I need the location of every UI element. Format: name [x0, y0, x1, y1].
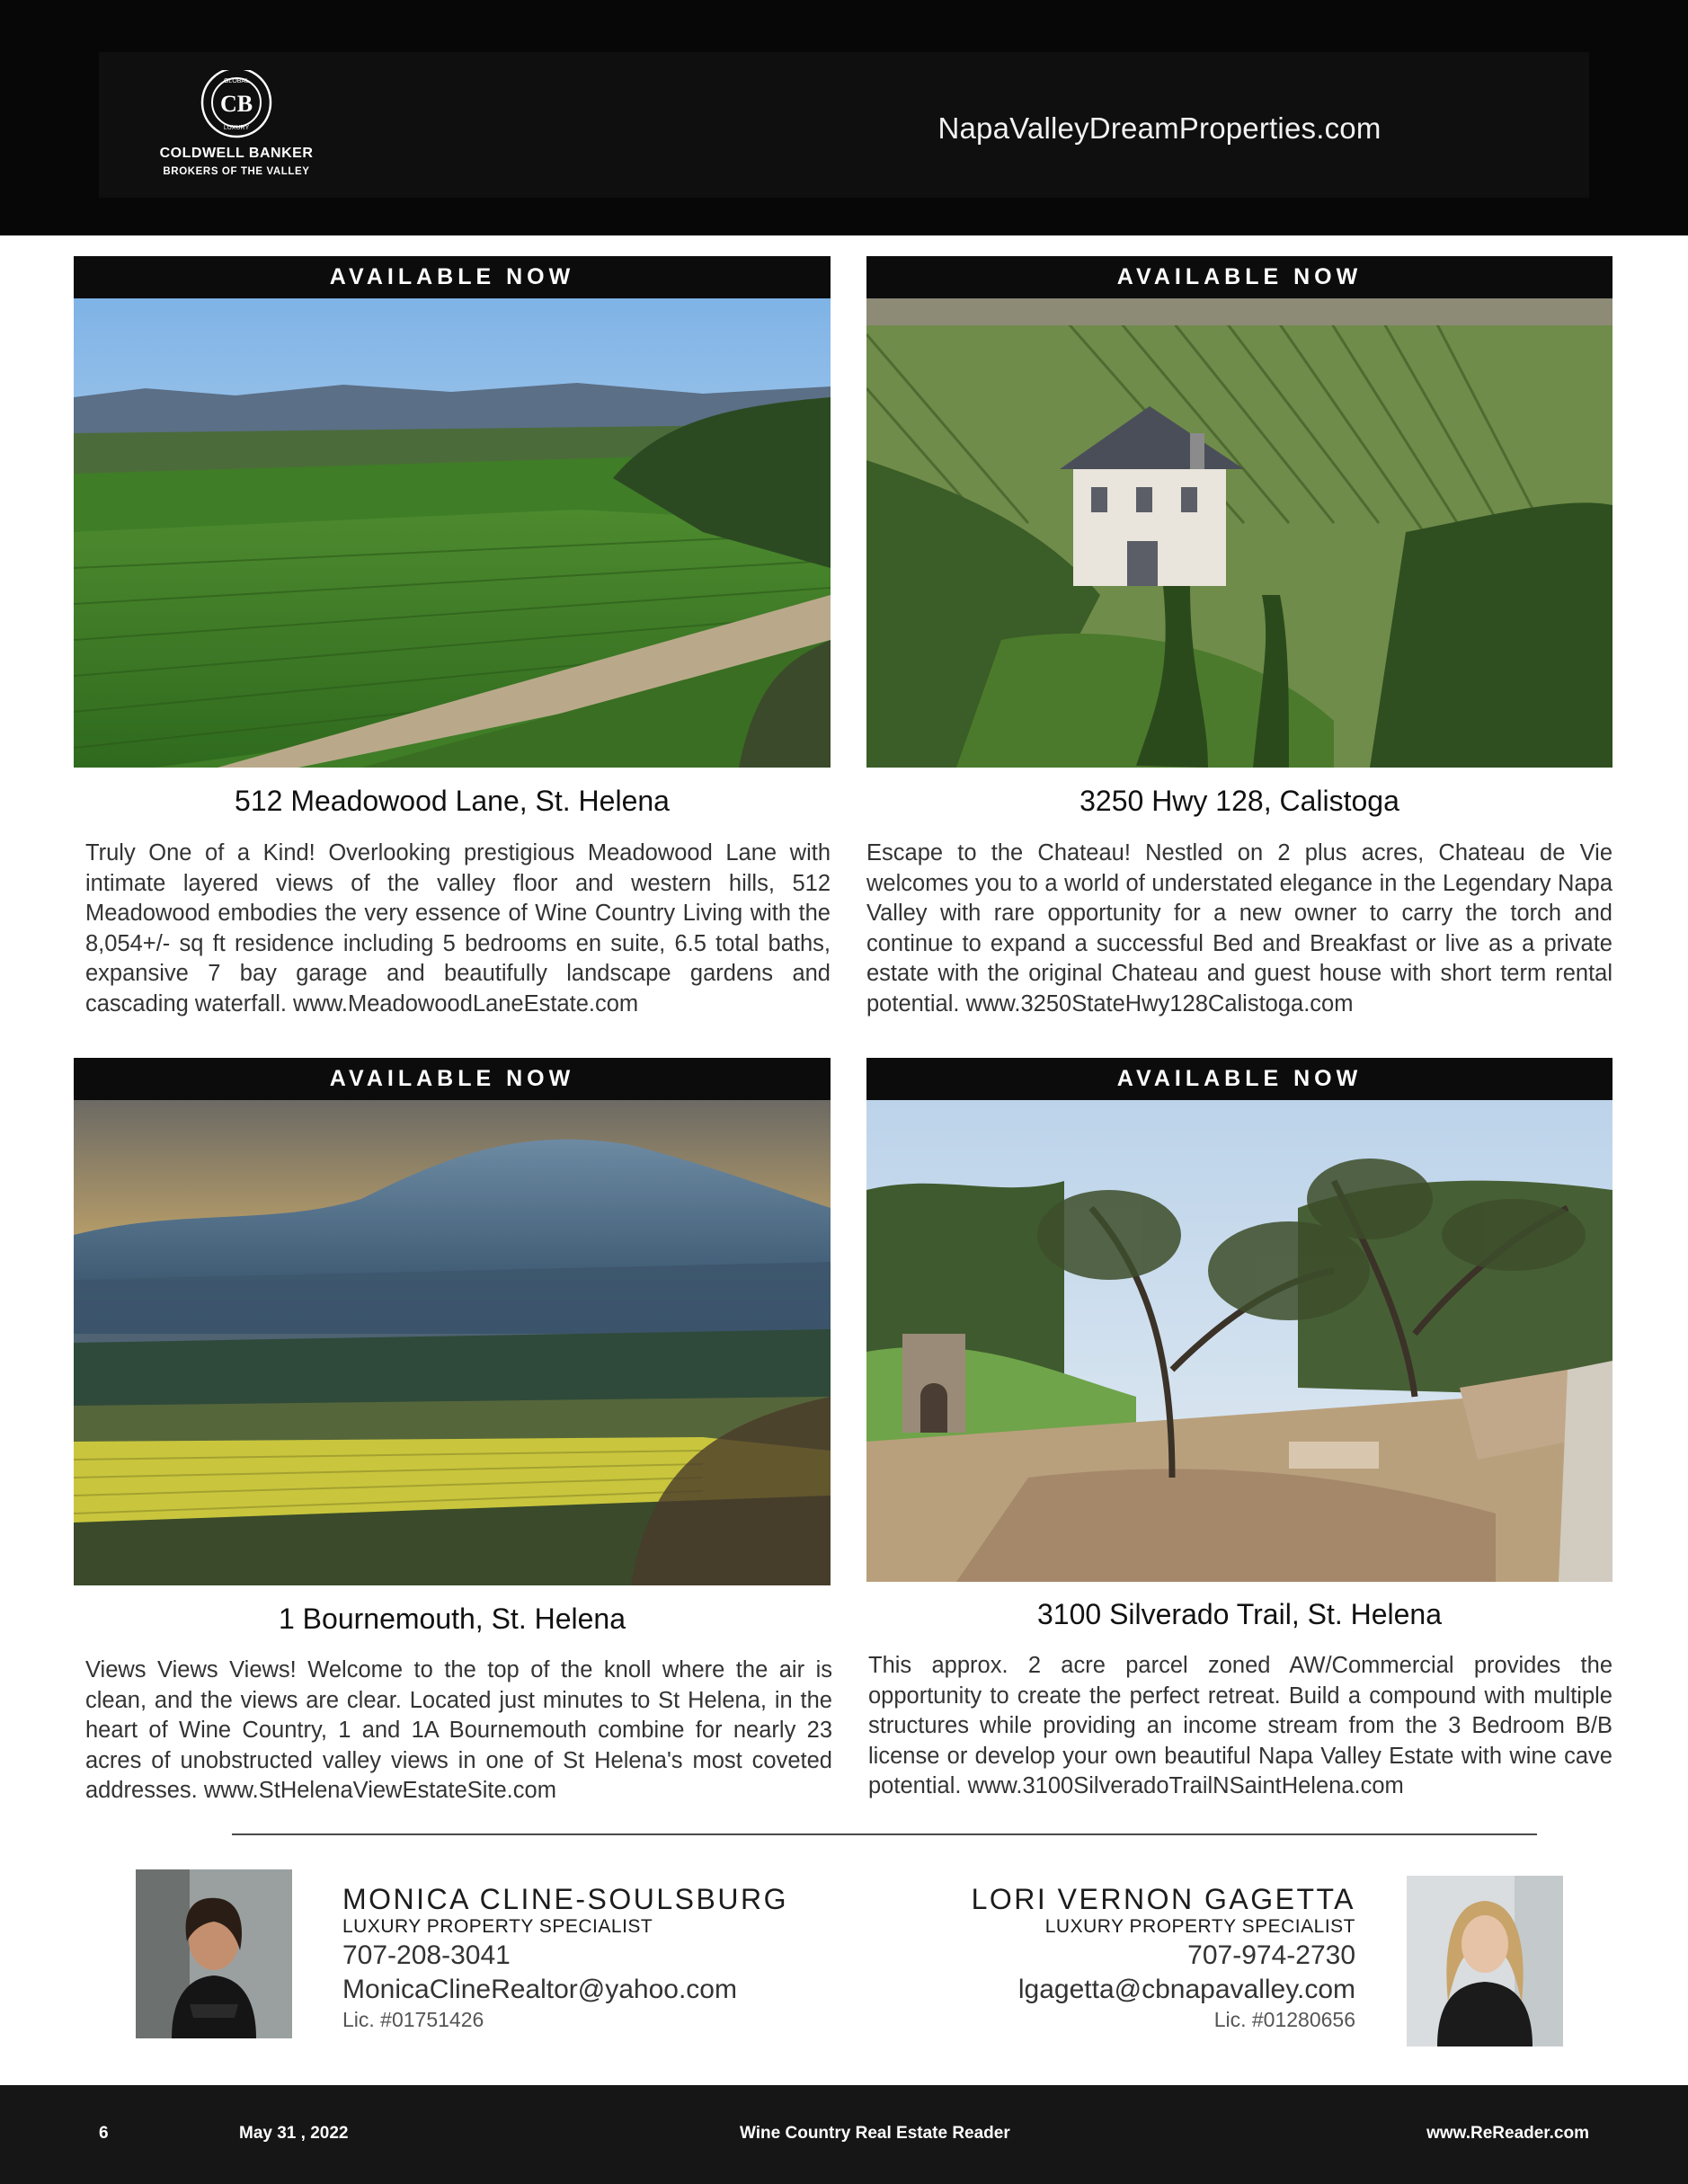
listing-title: 1 Bournemouth, St. Helena: [278, 1602, 626, 1635]
listing-description: Truly One of a Kind! Overlooking prestigious Meadowood Lane with intimate layered views of the valley floor and western hills, 512 Meadowood embodies the very essence of Wine Country Living with the 8,054+/- sq ft residence including 5 bedrooms en suite, 6.5 total baths, expansive 7 bay garage and beautifully landscape gardens and cascading waterfall. www.MeadowoodLaneEstate.com: [85, 840, 831, 1017]
listing-card-silverado: [866, 1058, 1612, 1822]
page-number: 6: [99, 2124, 109, 2143]
publication-name: Wine Country Real Estate Reader: [740, 2124, 1010, 2143]
header-website-link[interactable]: NapaValleyDreamProperties.com: [937, 111, 1381, 145]
listing-photo-chateau-aerial: [866, 298, 1612, 768]
footer-website-link[interactable]: www.ReReader.com: [1426, 2124, 1589, 2143]
listing-description: Escape to the Chateau! Nestled on 2 plus acres, Chateau de Vie welcomes you to a world of understated elegance in the Legendary Napa Valley with rare opportunity for a new owner to carry the torch and continue to expand a successful Bed and Breakfast or live as a private estate with the original Chateau and guest house with short term rental potential. www.3250StateHwy128Calistoga.com: [866, 840, 1612, 1017]
listing-photo-wooded-parcel: [866, 1100, 1612, 1582]
svg-text:CB: CB: [219, 91, 253, 117]
page-footer: [0, 2085, 1688, 2184]
agent-name: MONICA CLINE-SOULSBURG: [342, 1883, 788, 1915]
svg-text:GLOBAL: GLOBAL: [223, 78, 250, 84]
section-divider: [232, 1833, 1537, 1835]
agent-email[interactable]: MonicaClineRealtor@yahoo.com: [342, 1975, 737, 2004]
agent-phone[interactable]: 707-208-3041: [342, 1940, 511, 1970]
listing-description: This approx. 2 acre parcel zoned AW/Commercial provides the opportunity to create the perfect retreat. Build a compound with multiple structures while providing an income stream from the 3 Bedroom B/B license or develop your own beautiful Napa Valley Estate with wine cave potential. www.3100SilveradoTrailNSaintHelena.com: [868, 1653, 1612, 1798]
listing-photo-vineyard-valley: [74, 298, 831, 768]
agent-role: LUXURY PROPERTY SPECIALIST: [1044, 1916, 1355, 1937]
listing-card-meadowood: [74, 256, 831, 1020]
agent-license: Lic. #01751426: [342, 2008, 484, 2031]
agent-role: LUXURY PROPERTY SPECIALIST: [342, 1916, 653, 1937]
listing-description: Views Views Views! Welcome to the top of the knoll where the air is clean, and the views are clear. Located just minutes to St Helena, in the heart of Wine Country, 1 and 1A Bournemouth combine for nearly 23 acres of unobstructed valley views in one of St Helena's most coveted addresses. www.StHelenaViewEstateSite.com: [85, 1657, 832, 1803]
available-now-banner: AVAILABLE NOW: [866, 256, 1612, 298]
listing-card-calistoga: [866, 256, 1612, 1020]
available-now-banner: AVAILABLE NOW: [74, 1058, 831, 1100]
available-now-banner: AVAILABLE NOW: [866, 1058, 1612, 1100]
agent-photo-lori: [1407, 1876, 1563, 2046]
brand-logo: [151, 70, 322, 182]
agent-photo-monica: [136, 1869, 292, 2038]
agent-email[interactable]: lgagetta@cbnapavalley.com: [1017, 1975, 1355, 2004]
brand-subtitle: BROKERS OF THE VALLEY: [163, 166, 310, 177]
agent-name: LORI VERNON GAGETTA: [971, 1883, 1355, 1915]
listing-title: 3100 Silverado Trail, St. Helena: [1036, 1598, 1443, 1630]
listing-photo-valley-sunrise: [74, 1100, 831, 1585]
available-now-banner: AVAILABLE NOW: [74, 256, 831, 298]
listing-title: 512 Meadowood Lane, St. Helena: [235, 785, 670, 817]
issue-date: May 31 , 2022: [239, 2124, 349, 2143]
coldwell-banker-seal-icon: [151, 70, 322, 142]
svg-text:LUXURY: LUXURY: [223, 125, 250, 131]
listing-card-bournemouth: [74, 1058, 831, 1822]
listing-title: 3250 Hwy 128, Calistoga: [1079, 785, 1399, 817]
agent-license: Lic. #01280656: [1213, 2008, 1355, 2031]
agent-phone[interactable]: 707-974-2730: [1187, 1940, 1355, 1970]
brand-name: COLDWELL BANKER: [159, 146, 314, 161]
